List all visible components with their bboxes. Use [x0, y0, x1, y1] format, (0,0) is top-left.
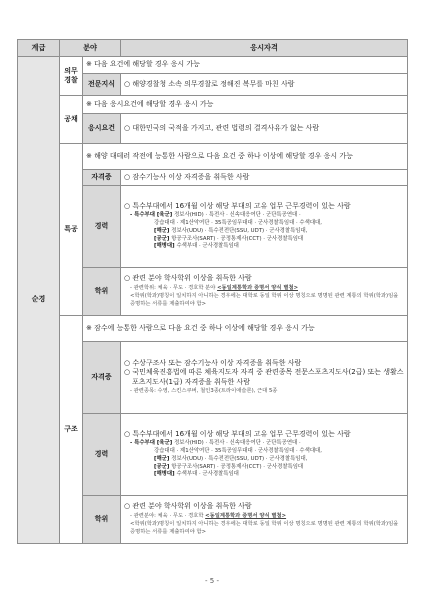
gujo-degree-text: ○ 관련 분야 학사학위 이상을 취득한 사람 [124, 502, 252, 511]
career-detail-units: 강습대대 · 제1산악여단 · 35특공임무대대 · 군사경찰특임대 · 수색대대, [154, 447, 322, 454]
gujo-cert-cell [121, 342, 408, 414]
teukgong-degree-attachment-note: <동일계통학과 증명서 양식 별첨> [217, 284, 299, 291]
gujo-career-text: ○ 특수부대에서 16개월 이상 해당 부대의 고유 업무 근무경력이 있는 사람 [124, 429, 351, 438]
career-detail-branch: [해군] [154, 455, 172, 462]
career-detail-units: 수색부대 · 군사경찰특임대 [176, 243, 239, 250]
career-detail-units: 강습대대 · 제1산악여단 · 35특공임무대대 · 군사경찰특임대 · 수색대대, [154, 219, 322, 226]
gujo-degree-cell [121, 496, 408, 544]
gongche-sub-text: ○ 대한민국의 국적을 가지고, 관련 법령의 결격사유가 없는 사람 [121, 114, 408, 144]
qualification-document [17, 39, 407, 544]
teukgong-degree-detail-2: <학위(학과)명칭이 일치하지 아니하는 경우에는 대학로 동일 학위 이상 명칭으로 명명된 관련 계통의 학위(학과)임을 증명하는 서류를 제출하여야 함> [130, 293, 399, 308]
gujo-degree-label: 학위 [83, 496, 121, 544]
gujo-degree-detail-2: <학위(학과)명칭이 일치하지 아니하는 경우에는 대학로 동일 학위 이상 명칭으로 명명된 관련 계통의 학위(학과)임을 증명하는 서류를 제출하여야 함> [130, 521, 399, 536]
gujo-degree-attachment-note: <동일계통학과 증명서 양식 별첨> [205, 512, 287, 519]
career-detail-units: 수색부대 · 군사경찰특임대 [176, 471, 239, 478]
gongche-note-row [18, 96, 408, 114]
teukgong-degree-label: 학위 [83, 268, 121, 316]
header-qualification: 응시자격 [121, 40, 408, 57]
rank-cell: 순경 [18, 57, 60, 544]
teukgong-degree-cell [121, 268, 408, 316]
table-header-row [18, 40, 408, 57]
qualification-table [17, 39, 408, 544]
teukgong-cert-text: ○ 잠수기능사 이상 자격증을 취득한 사람 [121, 170, 408, 186]
field-gujo: 구조 [60, 316, 83, 544]
teukgong-note: ※ 해양 대테러 작전에 능통한 사람으로 다음 요건 중 하나 이상에 해당할 경우 응시 가능 [83, 144, 408, 170]
career-detail-units: 정보사(UDU) · 특수전전단(SSU, UDT) · 군사경찰특임대, [171, 227, 308, 234]
career-detail-line [130, 220, 404, 228]
teukgong-career-cell [121, 186, 408, 268]
gujo-degree-detail-1-text: - 관련분야: 체육 · 무도 · 경호학 [130, 512, 204, 519]
career-detail-branch: [해군] [154, 227, 172, 234]
career-detail-branch: [육군] [156, 440, 175, 447]
gujo-career-label: 경력 [83, 414, 121, 496]
gujo-degree-detail-1 [130, 513, 404, 521]
career-detail-units: 정보사(HID) · 특전사 · 신속대응여단 · 군단특공연대 · [174, 212, 301, 219]
uigyeong-note-row [18, 57, 408, 74]
career-detail-units: 항공구조사(SART) · 공정통제사(CCT) · 군사경찰특임대 [171, 463, 304, 470]
teukgong-cert-label: 자격증 [83, 170, 121, 186]
career-detail-units: 항공구조사(SART) · 공정통제사(CCT) · 군사경찰특임대 [171, 235, 304, 242]
teukgong-degree-detail-1-text: - 관련학위: 체육 · 무도 · 경호학 분야 [130, 284, 216, 291]
uigyeong-sub-text: ○ 해양경찰청 소속 의무경찰로 정해진 복무를 마친 사람 [121, 74, 408, 96]
field-uigyeong: 의무경찰 [60, 57, 83, 96]
gujo-cert-label: 자격증 [83, 342, 121, 414]
gujo-note-row [18, 316, 408, 342]
gujo-cert-item-1: ○ 수상구조사 또는 잠수기능사 이상 자격증을 취득한 사람 [124, 359, 302, 367]
header-field: 분야 [60, 40, 121, 57]
career-detail-tag: - 특수부대 [130, 440, 157, 447]
career-detail-units: 정보사(UDU) · 특수전전단(SSU, UDT) · 군사경찰특임대, [171, 455, 308, 462]
gujo-career-cell [121, 414, 408, 496]
career-detail-line [130, 440, 404, 448]
career-detail-tag: - 특수부대 [130, 212, 157, 219]
teukgong-degree-text: ○ 관련 분야 학사학위 이상을 취득한 사람 [124, 274, 252, 283]
field-teukgong: 특공 [60, 144, 83, 316]
career-detail-line [130, 456, 404, 464]
career-detail-line [130, 212, 404, 220]
gujo-cert-detail: - 관련종목: 수영, 스킨스쿠버, 철인3종(트라이애슬론), 근대 5종 [130, 388, 278, 395]
career-detail-branch: [공군] [154, 235, 172, 242]
career-detail-branch: [해병대] [154, 471, 177, 478]
teukgong-career-text: ○ 특수부대에서 16개월 이상 해당 부대의 고유 업무 근무경력이 있는 사람 [124, 201, 351, 210]
career-detail-units: 정보사(HID) · 특전사 · 신속대응여단 · 군단특공연대 · [174, 440, 301, 447]
career-detail-line [130, 448, 404, 456]
career-detail-line [130, 228, 404, 236]
gujo-cert-item-2: ○ 국민체육진흥법에 따른 체육지도자 자격 중 관련종목 전문스포츠지도사(2급) 또는 생활스포츠지도사(1급) 자격증을 취득한 사람 [124, 368, 404, 386]
field-gongche: 공채 [60, 96, 83, 144]
teukgong-degree-detail-1 [130, 285, 404, 293]
header-rank: 계급 [18, 40, 60, 57]
career-detail-line [130, 243, 404, 251]
page-number: - 5 - [205, 577, 219, 585]
gongche-sub-label: 응시요건 [83, 114, 121, 144]
teukgong-career-detail [130, 212, 404, 251]
uigyeong-sub-label: 전문지식 [83, 74, 121, 96]
gujo-note: ※ 잠수에 능통한 사람으로 다음 요건 중 하나 이상에 해당할 경우 응시 가능 [83, 316, 408, 342]
teukgong-note-row [18, 144, 408, 170]
career-detail-line [130, 471, 404, 479]
gongche-note: ※ 다음 응시요건에 해당할 경우 응시 가능 [83, 96, 408, 114]
career-detail-branch: [공군] [154, 463, 172, 470]
teukgong-career-label: 경력 [83, 186, 121, 268]
gujo-career-detail [130, 440, 404, 479]
uigyeong-note: ※ 다음 요건에 해당할 경우 응시 가능 [83, 57, 408, 74]
career-detail-branch: [육군] [156, 212, 175, 219]
career-detail-branch: [해병대] [154, 243, 177, 250]
